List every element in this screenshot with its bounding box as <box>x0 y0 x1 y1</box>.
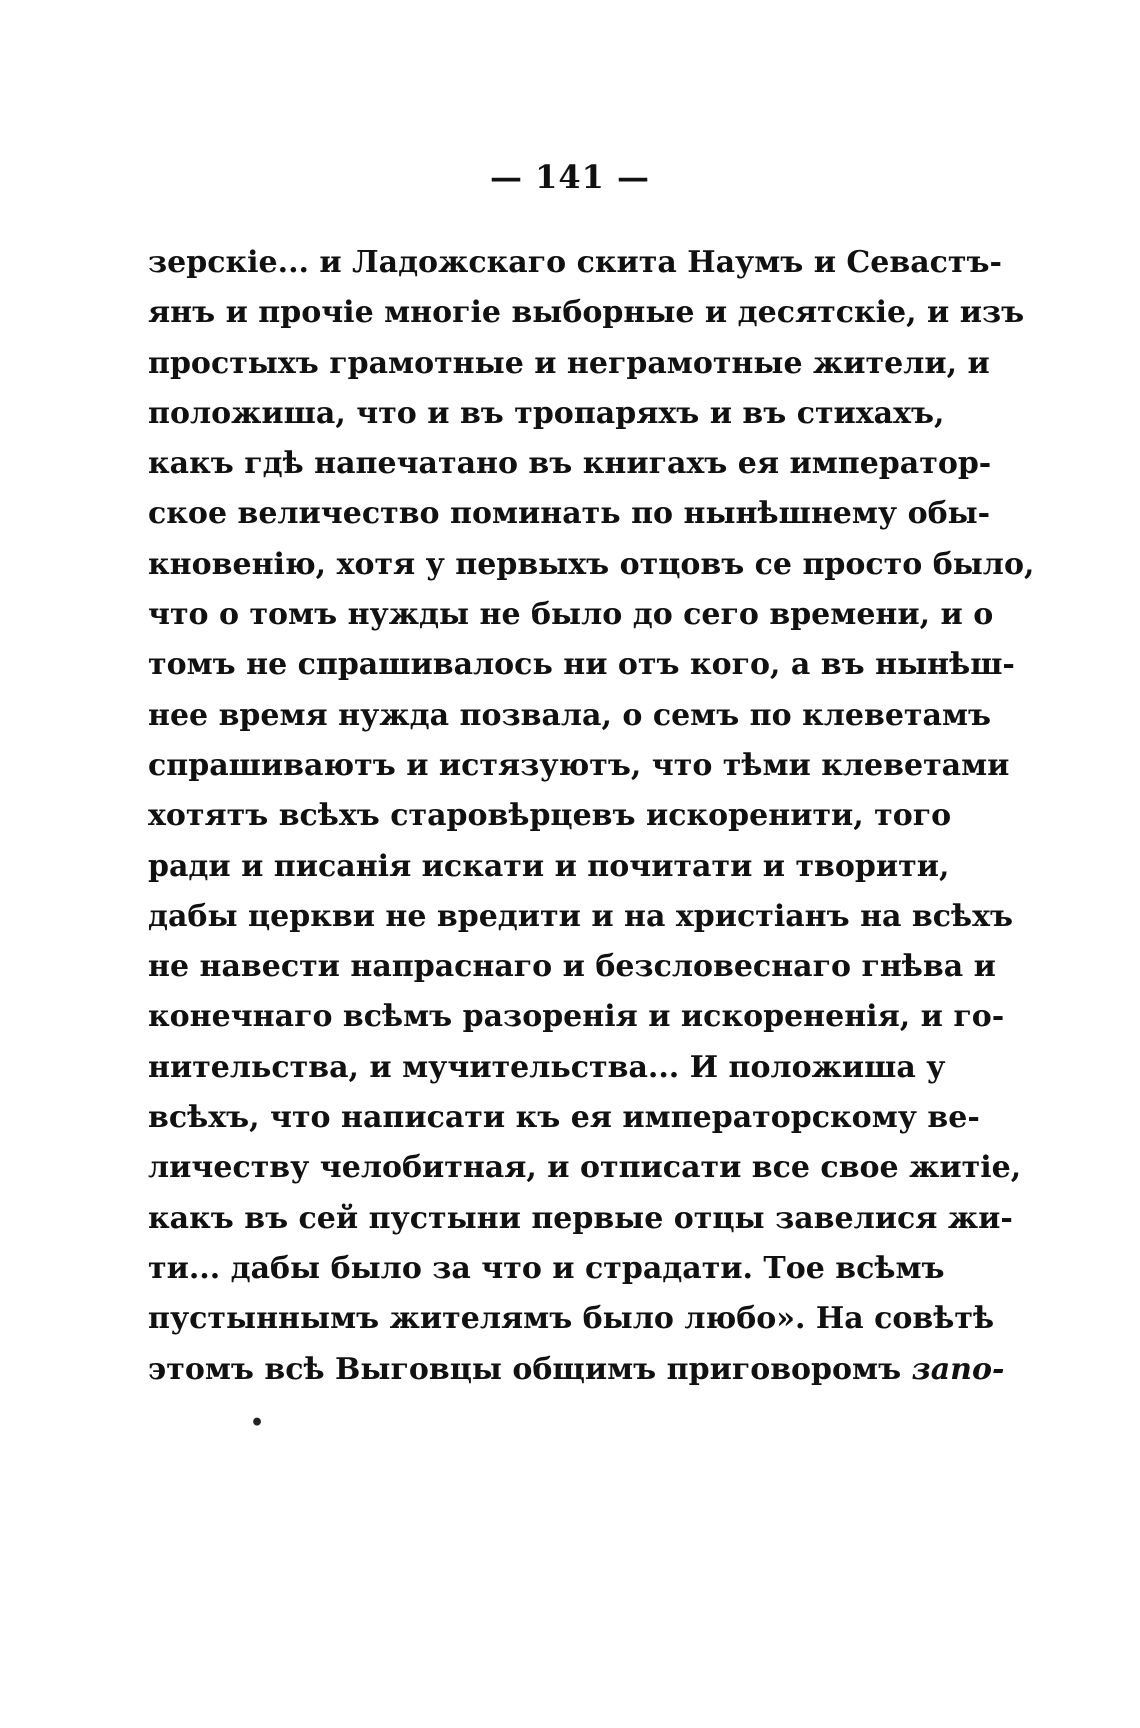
text-line-23 <box>148 1345 1005 1395</box>
last-line-text: этомъ всѣ Выговцы общимъ приговоромъ <box>148 1351 902 1387</box>
text-line-16: конечнаго всѣмъ разоренія и искорененія, и го- <box>148 999 1005 1035</box>
text-line-3: простыхъ грамотные и неграмотные жители, и <box>148 345 990 381</box>
text-line-19: личеству челобитная, и отписати все свое житіе, <box>148 1150 1022 1186</box>
text-line-12: хотятъ всѣхъ старовѣрцевъ искоренити, того <box>148 798 952 834</box>
text-line-20: какъ въ сей пустыни первые отцы завелися жи- <box>148 1200 1013 1236</box>
text-line-9: томъ не спрашивалось ни отъ кого, а въ нынѣш- <box>148 647 1015 683</box>
text-line-11: спрашиваютъ и истязуютъ, что тѣми клеветами <box>148 747 1010 783</box>
text-line-5: какъ гдѣ напечатано въ книгахъ ея император- <box>148 446 992 482</box>
text-line-13: ради и писанія искати и почитати и творити, <box>148 848 950 884</box>
text-line-22: пустыннымъ жителямъ было любо». На совѣтѣ <box>148 1301 995 1337</box>
text-line-15: не навести напраснаго и безсловеснаго гнѣва и <box>148 949 996 985</box>
footer-mark: • <box>250 1410 265 1436</box>
page-number: — 141 — <box>489 158 651 196</box>
last-line-italic: запо- <box>911 1351 1005 1387</box>
text-line-21: ти... дабы было за что и страдати. Тое всѣмъ <box>148 1250 945 1286</box>
text-line-1: зерскіе... и Ладожскаго скита Наумъ и Севастъ- <box>148 245 1002 280</box>
text-line-2: янъ и прочіе многіе выборные и десятскіе, и изъ <box>148 295 1025 331</box>
text-line-10: нее время нужда позвала, о семъ по клеветамъ <box>148 697 992 733</box>
text-line-18: всѣхъ, что написати къ ея императорскому ве- <box>148 1100 980 1136</box>
text-line-6: ское величество поминать по нынѣшнему обы- <box>148 496 991 532</box>
text-line-14: дабы церкви не вредити и на христіанъ на всѣхъ <box>148 898 1014 934</box>
body-text <box>148 238 1035 1395</box>
text-line-7: кновенію, хотя у первыхъ отцовъ се просто было, <box>148 546 1035 582</box>
text-line-8: что о томъ нужды не было до сего времени, и о <box>148 597 994 633</box>
text-line-4: положиша, что и въ тропаряхъ и въ стихахъ, <box>148 395 945 431</box>
text-line-17: нительства, и мучительства... И положиша у <box>148 1049 946 1085</box>
